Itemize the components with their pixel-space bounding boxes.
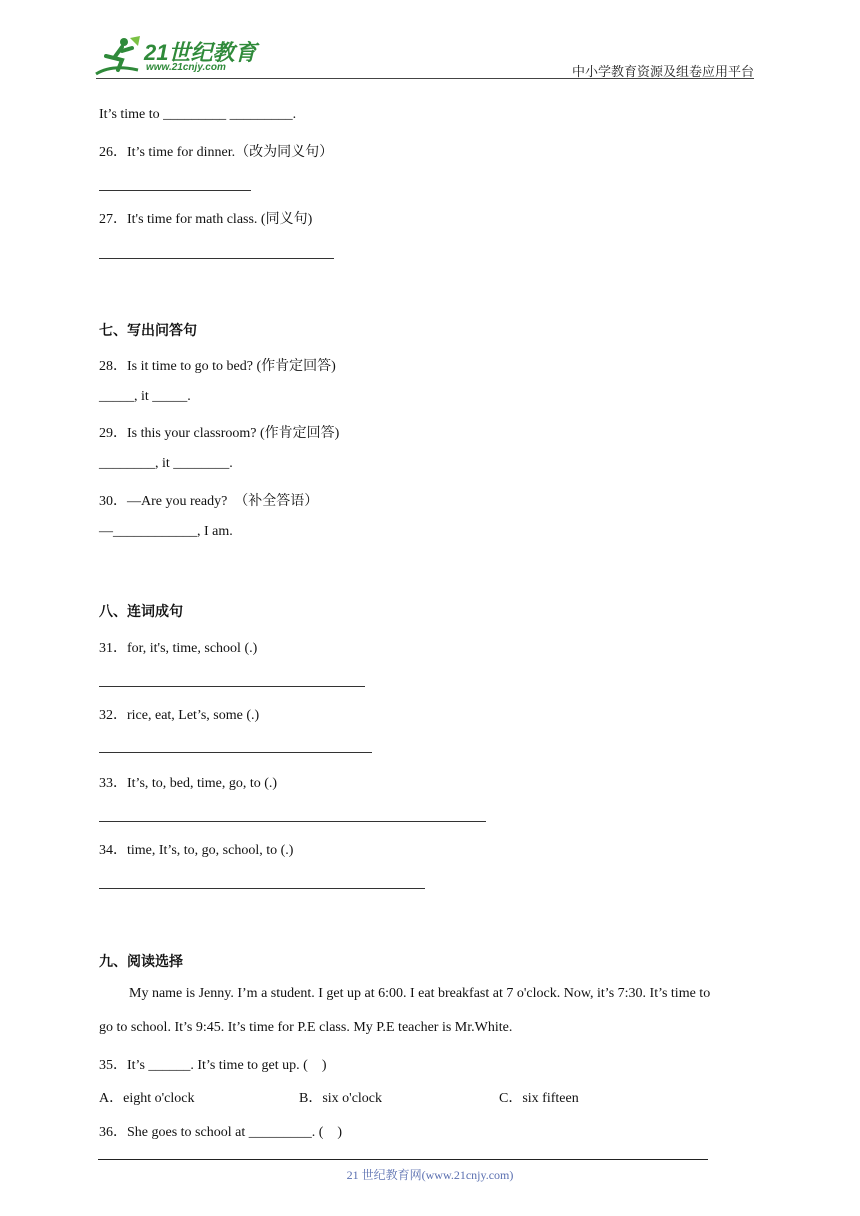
runner-logo-icon (92, 34, 144, 80)
question-29: 29．Is this your classroom? (作肯定回答) (99, 426, 340, 441)
question-32: 32．rice, eat, Let’s, some (.) (99, 708, 260, 723)
footer-divider (98, 1159, 708, 1160)
option-c: C．six fifteen (499, 1091, 579, 1106)
question-26: 26．It’s time for dinner.（改为同义句） (99, 145, 334, 160)
question-27: 27．It's time for math class. (同义句) (99, 212, 313, 227)
answer-blank-32 (99, 752, 372, 753)
answer-blank-33 (99, 821, 486, 822)
site-logo (92, 34, 262, 80)
answer-blank-27 (99, 258, 334, 259)
platform-name: 中小学教育资源及组卷应用平台 (571, 64, 754, 79)
question-28: 28．Is it time to go to bed? (作肯定回答) (99, 359, 336, 374)
header-divider (96, 78, 754, 79)
answer-blank-34 (99, 888, 425, 889)
answer-29: ________, it ________. (99, 456, 233, 471)
question-36: 36．She goes to school at _________. ( ) (99, 1125, 343, 1140)
section-9-heading: 九、阅读选择 (99, 954, 183, 970)
question-30: 30．—Are you ready? （补全答语） (99, 494, 319, 509)
answer-30: —____________, I am. (99, 524, 233, 539)
question-31: 31．for, it's, time, school (.) (99, 641, 258, 656)
option-b: B．six o'clock (299, 1091, 383, 1106)
question-33: 33．It’s, to, bed, time, go, to (.) (99, 776, 278, 791)
reading-passage-line-2: go to school. It’s 9:45. It’s time for P.E class. My P.E teacher is Mr.White. (99, 1020, 513, 1035)
answer-blank-31 (99, 686, 365, 687)
question-35: 35．It’s ______. It’s time to get up. ( ) (99, 1058, 327, 1073)
answer-line-25: It’s time to _________ _________. (99, 107, 297, 122)
question-34: 34．time, It’s, to, go, school, to (.) (99, 843, 294, 858)
answer-blank-26 (99, 190, 251, 191)
reading-passage-line-1: My name is Jenny. I’m a student. I get up at 6:00. I eat breakfast at 7 o'clock. Now, it’s 7:30. It’s time to (129, 986, 711, 1001)
logo-url: www.21cnjy.com (146, 62, 226, 73)
section-7-heading: 七、写出问答句 (99, 323, 197, 339)
logo-title: 21世纪教育 (144, 40, 257, 65)
footer-text: 21 世纪教育网(www.21cnjy.com) (346, 1168, 514, 1182)
option-a: A．eight o'clock (99, 1091, 195, 1106)
section-8-heading: 八、连词成句 (99, 604, 183, 620)
answer-28: _____, it _____. (99, 389, 191, 404)
